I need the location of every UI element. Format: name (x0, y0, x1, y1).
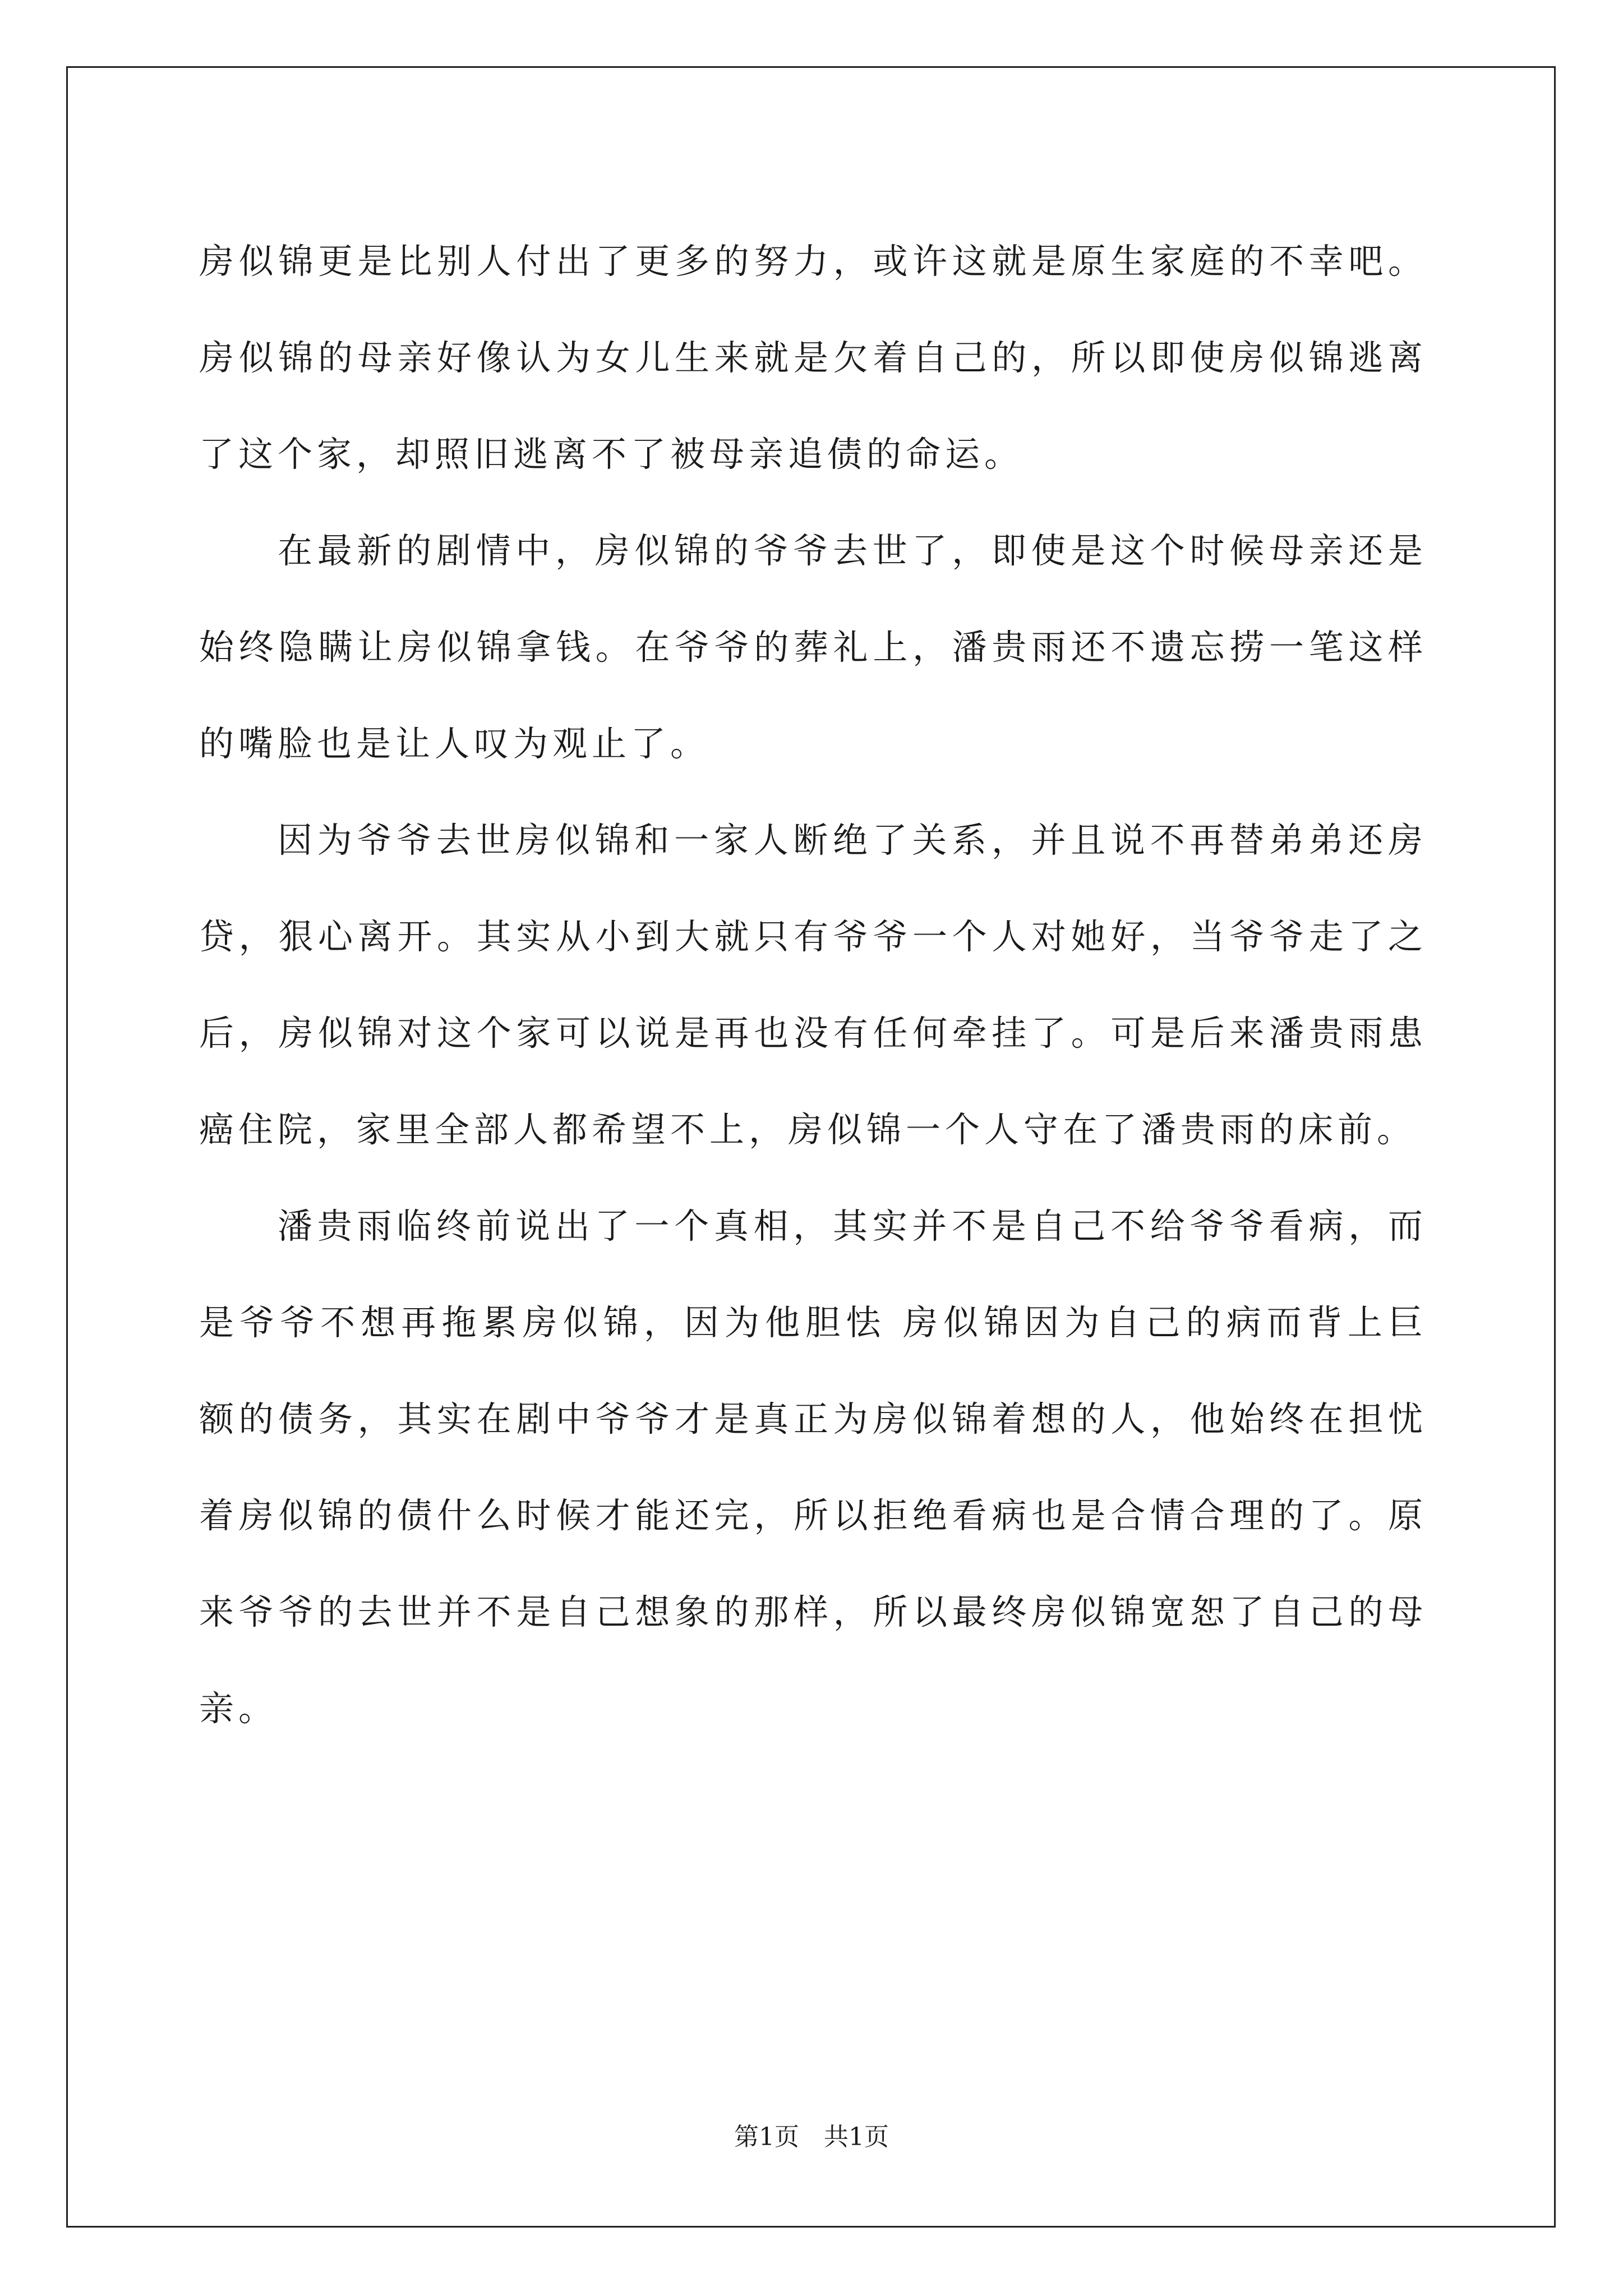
page-footer: 第1页 共1页 (734, 2123, 889, 2151)
document-body (199, 213, 1427, 1757)
paragraph-1: 房似锦更是比别人付出了更多的努力，或许这就是原生家庭的不幸吧。房似锦的母亲好像认为女儿生来就是欠着自己的，所以即使房似锦逃离了这个家，却照旧逃离不了被母亲追债的命运。 (199, 241, 1427, 475)
paragraph-3: 因为爷爷去世房似锦和一家人断绝了关系，并且说不再替弟弟还房贷，狠心离开。其实从小到大就只有爷爷一个人对她好，当爷爷走了之后，房似锦对这个家可以说是再也没有任何牵挂了。可是后来潘贵雨患癌住院，家里全部人都希望不上，房似锦一个人守在了潘贵雨的床前。 (199, 820, 1427, 1150)
paragraph-4: 潘贵雨临终前说出了一个真相，其实并不是自己不给爷爷看病，而是爷爷不想再拖累房似锦，因为他胆怯 房似锦因为自己的病而背上巨额的债务，其实在剧中爷爷才是真正为房似锦着想的人，他始终在担忧着房似锦的债什么时候才能还完，所以拒绝看病也是合情合理的了。原来爷爷的去世并不是自己想象的那样，所以最终房似锦宽恕了自己的母亲。 (199, 1205, 1427, 1729)
paragraph-2: 在最新的剧情中，房似锦的爷爷去世了，即使是这个时候母亲还是始终隐瞒让房似锦拿钱。在爷爷的葬礼上，潘贵雨还不遗忘捞一笔这样的嘴脸也是让人叹为观止了。 (199, 530, 1427, 764)
